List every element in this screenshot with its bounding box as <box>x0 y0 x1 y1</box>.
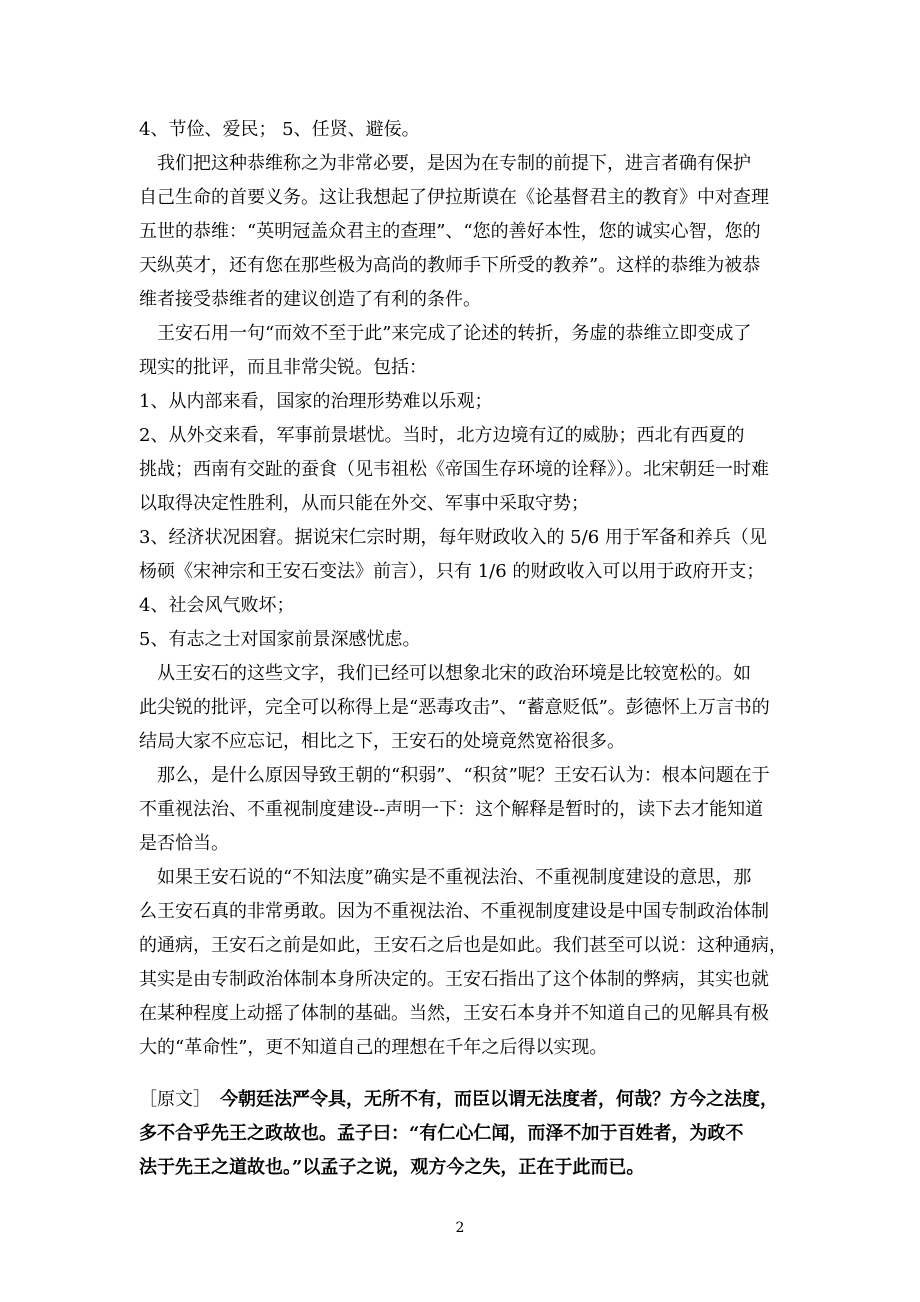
original-text-content: 今朝廷法严令具，无所不有，而臣以谓无法度者，何哉？方今之法度， <box>202 1089 778 1110</box>
paragraph-line: 结局大家不应忘记，相比之下，王安石的处境竟然宽裕很多。 <box>139 731 625 752</box>
paragraph-line: 王安石用一句“而效不至于此”来完成了论述的转折，务虚的恭维立即变成了 <box>139 323 752 344</box>
paragraph-line: 大的“革命性”，更不知道自己的理想在千年之后得以实现。 <box>139 1037 608 1058</box>
paragraph-line: 那么，是什么原因导致王朝的“积弱”、“积贫”呢？王安石认为：根本问题在于 <box>139 765 770 786</box>
paragraph-line: 挑战；西南有交趾的蚕食（见韦祖松《帝国生存环境的诠释》）。北宋朝廷一时难 <box>139 459 769 480</box>
paragraph-line: 自己生命的首要义务。这让我想起了伊拉斯谟在《论基督君主的教育》中对查理 <box>139 187 769 208</box>
paragraph-line: 不重视法治、不重视制度建设--声明一下：这个解释是暂时的，读下去才能知道 <box>139 799 764 820</box>
paragraph-line: 其实是由专制政治体制本身所决定的。王安石指出了这个体制的弊病，其实也就 <box>139 969 769 990</box>
paragraph-line: 五世的恭维：“英明冠盖众君主的查理”、“您的善好本性，您的诚实心智，您的 <box>139 221 761 242</box>
list-item-economy: 3、经济状况困窘。据说宋仁宗时期，每年财政收入的 5/6 用于军备和养兵（见 <box>139 527 767 548</box>
list-item-scholars: 5、有志之士对国家前景深感忧虑。 <box>139 629 421 650</box>
list-item-society: 4、社会风气败坏； <box>139 595 295 616</box>
paragraph-line: 么王安石真的非常勇敢。因为不重视法治、不重视制度建设是中国专制政治体制 <box>139 901 769 922</box>
original-text-line <box>139 1083 787 1117</box>
paragraph-line: 天纵英才，还有您在那些极为高尚的教师手下所受的教养”。这样的恭维为被恭 <box>139 255 761 276</box>
paragraph-line: 现实的批评，而且非常尖锐。包括： <box>139 357 427 378</box>
paragraph-line: 从王安石的这些文字，我们已经可以想象北宋的政治环境是比较宽松的。如 <box>139 663 751 684</box>
paragraph-line: 维者接受恭维者的建议创造了有利的条件。 <box>139 289 481 310</box>
paragraph-line: 杨硕《宋神宗和王安石变法》前言），只有 1/6 的财政收入可以用于政府开支； <box>139 561 765 582</box>
paragraph-line: 以取得决定性胜利，从而只能在外交、军事中采取守势； <box>139 493 589 514</box>
original-text-label: ［原文］ <box>139 1089 202 1110</box>
paragraph-line: 此尖锐的批评，完全可以称得上是“恶毒攻击”、“蓄意贬低”。彭德怀上万言书的 <box>139 697 770 718</box>
original-text-line: 法于先王之道故也。”以孟子之说，观方今之失，正在于此而已。 <box>139 1157 645 1178</box>
paragraph-line: 如果王安石说的“不知法度”确实是不重视法治、不重视制度建设的意思，那 <box>139 867 752 888</box>
original-text-line: 多不合乎先王之政故也。孟子曰：“有仁心仁闻，而泽不加于百姓者，为政不 <box>139 1123 744 1144</box>
paragraph-line: 的通病，王安石之前是如此，王安石之后也是如此。我们甚至可以说：这种通病， <box>139 935 787 956</box>
list-item-frugality: 4、节俭、爱民； 5、任贤、避佞。 <box>139 119 420 140</box>
list-item-internal: 1、从内部来看，国家的治理形势难以乐观； <box>139 391 493 412</box>
paragraph-line: 在某种程度上动摇了体制的基础。当然，王安石本身并不知道自己的见解具有极 <box>139 1003 769 1024</box>
section-spacer <box>139 1065 787 1083</box>
paragraph-line: 我们把这种恭维称之为非常必要，是因为在专制的前提下，进言者确有保护 <box>139 153 751 174</box>
list-item-diplomacy: 2、从外交来看，军事前景堪忧。当时，北方边境有辽的威胁；西北有西夏的 <box>139 425 745 446</box>
page-number: 2 <box>455 1220 465 1236</box>
paragraph-line: 是否恰当。 <box>139 833 229 854</box>
document-body <box>139 113 787 1185</box>
